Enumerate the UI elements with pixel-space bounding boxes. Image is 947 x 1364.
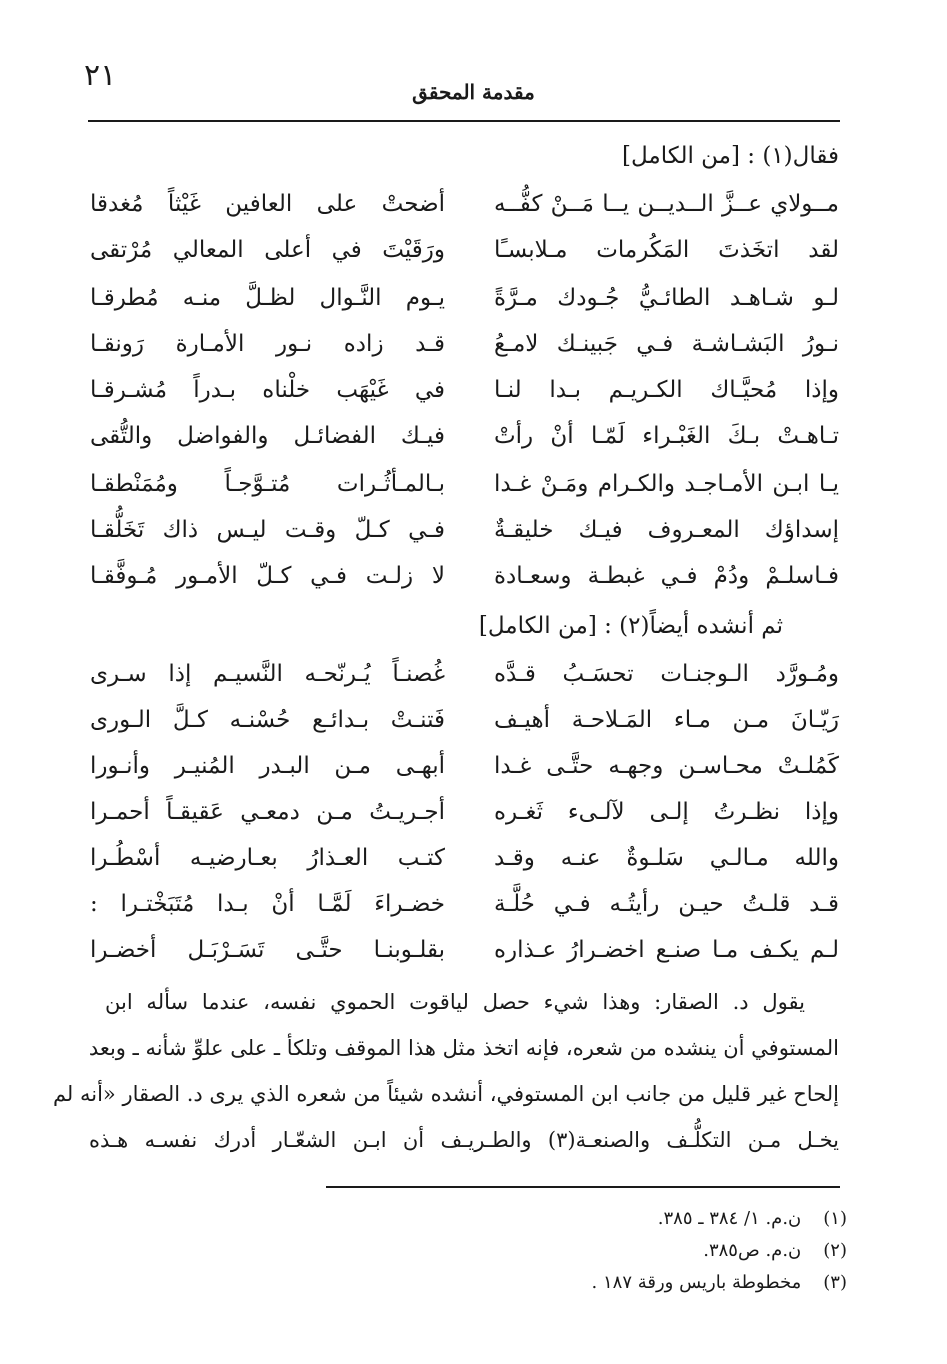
poem2-verse-3-right: كَمُلـتْ محـاسـن وجهـه حتَّـى غـدا [494, 753, 839, 779]
poem1-verse-4-right: نـورُ البَشـاشـة فـي جَبينـك لامـعُ [494, 331, 839, 357]
poem1-verse-3-right: لـو شـاهـد الطائـيُّ جُـودك مـرَّةً [494, 285, 839, 311]
poem1-verse-8-left: فـي كـلّ وقـت ليـس ذاك تَخَلُّقـا [90, 517, 445, 543]
poem2-verse-6-right: قـد قلـتُ حيـن رأيتُـه فـي حُلَّـة [494, 891, 839, 917]
running-title: مقدمة المحقق [412, 80, 535, 104]
poem1-verse-6-left: فيـك الفضائـل والفواضل والتُّقى [90, 423, 445, 449]
poem1-verse-5-right: وإذا مُحيَّـاك الكـريـم بـدا لنـا [494, 377, 839, 403]
poem2-verse-2-left: فَتنـتْ بـدائـع حُسْنـه كـلَّ الـورى [90, 707, 445, 733]
footnote-text: ن.م. ص٣٨٥. [703, 1240, 802, 1261]
footnote-rule [326, 1186, 840, 1188]
poem1-verse-1-right: مــولاي عــزَّ الــديــن يــا مَــنْ كفُّــه [494, 191, 839, 217]
poem2-verse-1-left: غُصنـاً يُـرنّحـه النَّسيـم إذا سـرى [90, 661, 445, 687]
poem1-verse-4-left: قـد زاده نـور الأمـارة رَونقـا [90, 331, 445, 357]
poem1-verse-7-left: بـالمـأثُـرات مُتـوَّجـاً ومُمَنْطقـا [90, 471, 445, 497]
page-number: ٢١ [84, 58, 117, 93]
poem2-verse-2-right: رَيّـانَ مـن مـاء المَـلاحـة أهيـف [494, 707, 839, 733]
poem1-intro: فقال(١) : [من الكامل] [622, 143, 839, 169]
paragraph-line-1: يقول د. الصقار: وهذا شيء حصل لياقوت الحموي نفسه، عندما سأله ابن [105, 990, 805, 1014]
paragraph-line-3: إلحاح غير قليل من جانب ابن المستوفي، أنشده شيئاً من شعره الذي يرى د. الصقار «أنه لم [52, 1082, 839, 1106]
footnote-number: (٣) [823, 1272, 847, 1293]
poem2-verse-5-right: والله مـالـي سَلـوةٌ عنـه وقـد [494, 845, 839, 871]
poem1-verse-7-right: يـا ابـن الأمـاجـد والكـرام ومَـنْ غـدا [494, 471, 839, 497]
footnote-number: (٢) [823, 1240, 847, 1261]
footnote-text: مخطوطة باريس ورقة ١٨٧ . [591, 1272, 802, 1293]
poem1-verse-8-right: إسداؤك المعـروف فيـك خليقـةٌ [494, 517, 839, 543]
paragraph-line-4: يخـل مـن التكلُّـف والصنعـة(٣) والطـريـف أن ابـن الشعّـار أدرك نفسـه هـذه [89, 1128, 840, 1152]
poem2-verse-7-right: لـم يكـف مـا صنـع اخضـرارُ عـذاره [494, 937, 839, 963]
poem2-verse-7-left: بقلـوبنـا حتَّـى تَسَـرْبَـل أخضـرا [90, 937, 445, 963]
footnote-2 [703, 1240, 847, 1261]
poem2-verse-5-left: كتـب العـذارُ بعـارضيـه أسْطُـرا [90, 845, 445, 871]
footnote-text: ن.م. ١/ ٣٨٤ ـ ٣٨٥. [657, 1208, 802, 1229]
footnote-3 [592, 1272, 847, 1293]
poem2-verse-6-left: خضـراءَ لَمَّـا أنْ بـدا مُتَبَخْتـرا : [90, 891, 445, 917]
poem2-verse-1-right: ومُـورَّد الـوجنـات تحسَـبُ قـدَّه [494, 661, 839, 687]
poem1-verse-2-right: لقد اتخَذتَ المَكُرمات مـلابسـًا [494, 237, 839, 263]
poem1-verse-5-left: في غَيْهَب خلْناه بـدراً مُشـرقـا [90, 377, 445, 403]
poem1-verse-6-right: تـاهـتْ بـكَ الغَبْـراء لَمّـا أنْ رأتْ [494, 423, 839, 449]
footnote-1 [658, 1208, 847, 1229]
poem2-verse-4-right: وإذا نظـرتُ إلـى لآلـىء ثَغـره [494, 799, 839, 825]
paragraph-line-2: المستوفي أن ينشده من شعره، فإنه اتخذ مثل هذا الموقف وتلكأ ـ على علوِّ شأنه ـ وبعد [88, 1036, 839, 1060]
poem2-intro: ثم أنشده أيضاً(٢) : [من الكامل] [478, 613, 783, 639]
poem1-verse-9-left: لا زلـت فـي كـلّ الأمـور مُـوفَّقـا [90, 563, 445, 589]
poem1-verse-9-right: فـاسلـمْ ودُمْ فـي غبطـة وسعـادة [494, 563, 839, 589]
header-rule [88, 120, 840, 122]
poem2-verse-3-left: أبهـى مـن البـدر المُنيـر وأنـورا [90, 753, 445, 779]
poem1-verse-3-left: يـوم النَّـوال لظـلَّ منـه مُطرقـا [90, 285, 445, 311]
poem2-verse-4-left: أجـريـتُ مـن دمعـي عَقيقـاً أحمـرا [90, 799, 445, 825]
footnote-number: (١) [823, 1208, 847, 1229]
poem1-verse-1-left: أضحتْ على العافين غَيْثاً مُغدقا [90, 191, 445, 217]
poem1-verse-2-left: ورَقَيْتَ في أعلى المعالي مُرْتقى [90, 237, 445, 263]
